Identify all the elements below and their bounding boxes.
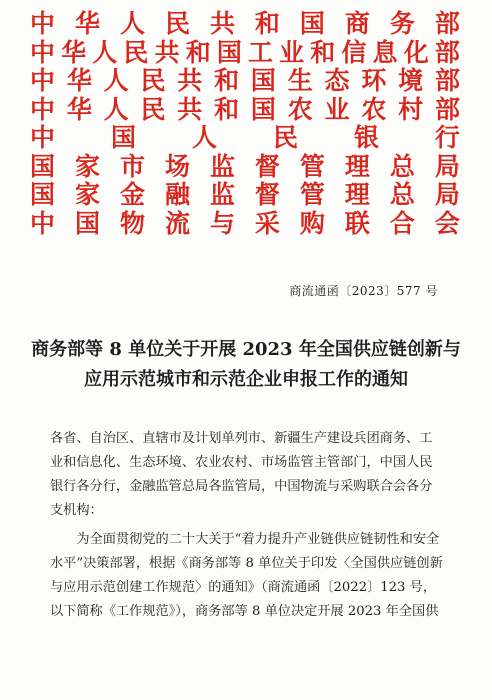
document-title: [0, 335, 492, 395]
issuer-char: 物: [119, 208, 145, 238]
issuer-char: 采: [254, 208, 280, 238]
issuer-char: 国: [110, 123, 136, 152]
issuer-char: 信: [341, 37, 367, 67]
issuer-char: 联: [344, 208, 370, 238]
issuer-char: 国: [30, 180, 56, 209]
issuer-char: 业: [279, 37, 305, 67]
issuer-row: [30, 210, 460, 239]
title-line: 应用示范城市和示范企业申报工作的通知: [84, 369, 408, 390]
issuer-char: 管: [299, 180, 325, 209]
issuer-char: 村: [398, 94, 424, 124]
body-paragraph: 为全面贯彻党的二十大关于“着力提升产业链供应链韧性和安全水平”决策部署，根据《商务部等 8 单位关于印发〈全国供应链创新与应用示范创建工作规范〉的通知》（商流通函〔2022〕123 号，以下简称《工作规范》），商务部等 8 单位决定开展 2023 年全国供: [50, 532, 443, 619]
document-body: [50, 427, 445, 624]
issuer-char: 态: [324, 66, 350, 95]
issuer-char: 总: [389, 180, 415, 209]
issuer-char: 人: [92, 37, 118, 67]
title-line: 商务部等 8 单位关于开展 2023 年全国供应链创新与: [31, 339, 461, 360]
issuer-char: 化: [403, 37, 429, 67]
issuer-char: 民: [140, 66, 166, 95]
issuer-char: 国: [30, 151, 56, 181]
issuer-char: 和: [185, 37, 211, 67]
issuer-char: 行: [434, 123, 460, 152]
issuer-char: 人: [103, 94, 129, 124]
issuer-char: 会: [434, 208, 460, 238]
issuer-row: [30, 96, 460, 125]
issuer-char: 市: [119, 151, 145, 181]
issuer-char: 中: [30, 37, 56, 67]
issuer-char: 部: [434, 66, 460, 95]
issuer-char: 总: [389, 151, 415, 181]
issuer-char: 民: [123, 37, 149, 67]
issuer-char: 银: [353, 123, 379, 152]
issuer-char: 中: [30, 94, 56, 124]
issuer-char: 中: [30, 66, 56, 95]
issuer-char: 监: [209, 180, 235, 209]
issuer-char: 共: [209, 9, 235, 38]
issuer-char: 共: [177, 66, 203, 95]
issuer-char: 民: [164, 9, 190, 38]
issuer-char: 中: [30, 123, 56, 152]
issuer-char: 国: [299, 9, 325, 38]
addressee: 各省、自治区、直辖市及计划单列市、新疆生产建设兵团商务、工业和信息化、生态环境、农业农村、市场监管主管部门，中国人民银行各分行，金融监管总局各监管局，中国物流与采购联合会各分支机构：: [50, 431, 433, 518]
issuer-char: 务: [389, 9, 415, 38]
issuer-char: 中: [30, 9, 56, 38]
issuer-char: 局: [434, 151, 460, 181]
issuer-row: [30, 10, 460, 39]
issuer-char: 督: [254, 180, 280, 209]
issuer-char: 国: [250, 94, 276, 124]
issuer-char: 民: [272, 123, 298, 152]
issuer-char: 国: [74, 208, 100, 238]
issuer-char: 部: [434, 37, 460, 67]
issuer-row: [30, 39, 460, 68]
issuer-char: 合: [389, 208, 415, 238]
issuer-char: 购: [299, 208, 325, 238]
issuer-char: 理: [344, 151, 370, 181]
issuer-row: [30, 67, 460, 96]
issuer-char: 管: [299, 151, 325, 181]
issuer-char: 业: [324, 94, 350, 124]
issuer-char: 华: [74, 9, 100, 38]
issuer-header: [30, 10, 460, 238]
issuer-char: 流: [164, 208, 190, 238]
issuer-char: 家: [74, 180, 100, 209]
issuer-char: 人: [191, 123, 217, 152]
issuer-char: 和: [214, 94, 240, 124]
issuer-char: 农: [361, 94, 387, 124]
issuer-char: 监: [209, 151, 235, 181]
issuer-char: 华: [66, 66, 92, 95]
issuer-char: 共: [177, 94, 203, 124]
issuer-char: 和: [254, 9, 280, 38]
issuer-char: 工: [247, 37, 273, 67]
issuer-char: 共: [154, 37, 180, 67]
issuer-char: 理: [344, 180, 370, 209]
document-number: 商流通函〔2023〕577 号: [289, 284, 438, 298]
issuer-char: 部: [434, 9, 460, 38]
issuer-char: 环: [361, 66, 387, 95]
issuer-char: 部: [434, 94, 460, 124]
issuer-char: 人: [119, 9, 145, 38]
issuer-char: 民: [140, 94, 166, 124]
issuer-char: 境: [398, 66, 424, 95]
issuer-row: [30, 181, 460, 210]
issuer-char: 国: [250, 66, 276, 95]
issuer-row: [30, 153, 460, 182]
issuer-char: 国: [216, 37, 242, 67]
issuer-char: 场: [164, 151, 190, 181]
issuer-char: 融: [164, 180, 190, 209]
issuer-char: 息: [372, 37, 398, 67]
issuer-char: 和: [214, 66, 240, 95]
issuer-char: 家: [74, 151, 100, 181]
issuer-char: 局: [434, 180, 460, 209]
issuer-char: 人: [103, 66, 129, 95]
issuer-char: 华: [66, 94, 92, 124]
issuer-char: 华: [61, 37, 87, 67]
issuer-char: 和: [310, 37, 336, 67]
issuer-char: 农: [287, 94, 313, 124]
issuer-char: 与: [209, 208, 235, 238]
issuer-char: 金: [119, 180, 145, 209]
issuer-char: 督: [254, 151, 280, 181]
issuer-char: 商: [344, 9, 370, 38]
issuer-char: 生: [287, 66, 313, 95]
issuer-row: [30, 124, 460, 153]
issuer-char: 中: [30, 208, 56, 238]
